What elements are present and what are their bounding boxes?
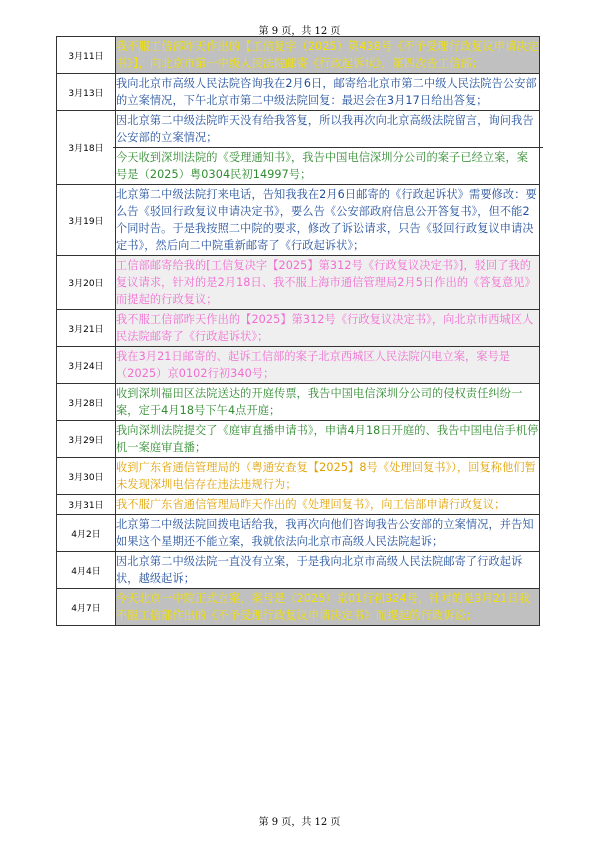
row-date: 3月20日 <box>57 256 116 310</box>
row-entry <box>116 552 540 589</box>
event-log-table <box>56 36 540 626</box>
entry-text: 因北京第二中级法院一直没有立案，于是我向北京市高级人民法院邮寄了行政起诉状，越级起诉； <box>116 555 523 585</box>
row-date: 3月29日 <box>57 421 116 458</box>
row-date: 4月4日 <box>57 552 116 589</box>
row-entry <box>116 589 540 626</box>
table-row <box>57 589 540 626</box>
row-date: 3月30日 <box>57 458 116 495</box>
row-entry <box>116 515 540 552</box>
table-row <box>57 310 540 347</box>
entry-text: 收到广东省通信管理局的（粤通安查复【2025】8号《处理回复书》），回复称他们暂未发现深圳电信存在违法违规行为； <box>116 461 536 491</box>
row-date: 3月31日 <box>57 495 116 515</box>
table-row <box>57 458 540 495</box>
entry-text: 我不服工信部昨天作出的【2025】第312号《行政复议决定书》，向北京市西城区人民法院邮寄了《行政起诉状》； <box>116 313 534 343</box>
row-entry <box>116 74 540 111</box>
row-entry <box>116 185 540 256</box>
table-row <box>57 384 540 421</box>
row-entry <box>116 421 540 458</box>
event-log-body <box>57 37 540 626</box>
row-entry <box>116 37 540 74</box>
row-entry <box>116 256 540 310</box>
table-row <box>57 421 540 458</box>
table-row <box>57 74 540 111</box>
entry-text: 北京第二中级法院打来电话，告知我我在2月6日邮寄的《行政起诉状》需要修改：要么告《驳回行政复议申请决定书》，要么告《公安部政府信息公开答复书》，但不能2个同时告。于是我按照二中院的要求，修改了诉讼请求，只告《驳回行政复议申请决定书》，然后向二中院重新邮寄了《行政起诉状》； <box>116 188 537 252</box>
row-entry <box>116 458 540 495</box>
row-date: 3月19日 <box>57 185 116 256</box>
row-entry <box>116 111 540 185</box>
row-date: 3月13日 <box>57 74 116 111</box>
entry-text: 工信部邮寄给我的[工信复决字【2025】第312号《行政复议决定书》]，驳回了我的复议请求，针对的是2月18日、我不服上海市通信管理局2月5日作出的《答复意见》而提起的行政复议； <box>116 259 536 306</box>
row-entry <box>116 384 540 421</box>
row-entry <box>116 495 540 515</box>
row-date: 4月7日 <box>57 589 116 626</box>
table-row <box>57 111 540 185</box>
row-date: 3月21日 <box>57 310 116 347</box>
entry-text: 我不服工信部昨天作出的【工信复字（2025）第438号《不予受理行政复议申请决定书》】，向北京市第一中级人民法院邮寄《行政起诉状》，第四次告工信部； <box>116 40 540 70</box>
row-date: 3月28日 <box>57 384 116 421</box>
row-date: 3月11日 <box>57 37 116 74</box>
entry-text: 北京第二中级法院回拨电话给我，我再次向他们咨询我告公安部的立案情况，并告知如果这个星期还不能立案，我就依法向北京市高级人民法院起诉； <box>116 518 534 548</box>
table-row <box>57 552 540 589</box>
row-entry <box>116 347 540 384</box>
table-row <box>57 37 540 74</box>
row-entry <box>116 310 540 347</box>
entry-text: 今天收到深圳法院的《受理通知书》，我告中国电信深圳分公司的案子已经立案，案号是（2025）粤0304民初14997号； <box>113 147 543 184</box>
table-row <box>57 185 540 256</box>
page-header: 第 9 页，共 12 页 <box>258 26 341 37</box>
row-date: 3月18日 <box>57 111 116 185</box>
row-date: 4月2日 <box>57 515 116 552</box>
entry-text: 我在3月21日邮寄的、起诉工信部的案子北京西城区人民法院闪电立案，案号是（2025）京0102行初340号； <box>116 350 511 380</box>
entry-text: 我向北京市高级人民法院咨询我在2月6日，邮寄给北京市第二中级人民法院告公安部的立案情况，下午北京市第二中级法院回复：最迟会在3月17日给出答复； <box>116 77 537 107</box>
table-row <box>57 256 540 310</box>
page-footer: 第 9 页，共 12 页 <box>258 817 341 828</box>
row-date: 3月24日 <box>57 347 116 384</box>
entry-text: 今天北京一中院正式立案，案号是（2025）京01行初324号，针对的是3月21日我不服工信部作出的《不予受理行政复议申请决定书》而提起的行政诉讼； <box>116 592 530 622</box>
table-row <box>57 515 540 552</box>
table-row <box>57 347 540 384</box>
table-row <box>57 495 540 515</box>
entry-text: 我不服广东省通信管理局昨天作出的《处理回复书》，向工信部申请行政复议； <box>116 498 506 511</box>
entry-text: 收到深圳福田区法院送达的开庭传票，我告中国电信深圳分公司的侵权责任纠纷一案，定于4月18号下午4点开庭； <box>116 387 523 417</box>
entry-text: 我向深圳法院提交了《庭审直播申请书》，申请4月18日开庭的、我告中国电信手机停机一案庭审直播； <box>116 424 539 454</box>
entry-text: 因北京第二中级法院昨天没有给我答复，所以我再次向北京高级法院留言，询问我告公安部的立案情况； <box>116 114 534 144</box>
